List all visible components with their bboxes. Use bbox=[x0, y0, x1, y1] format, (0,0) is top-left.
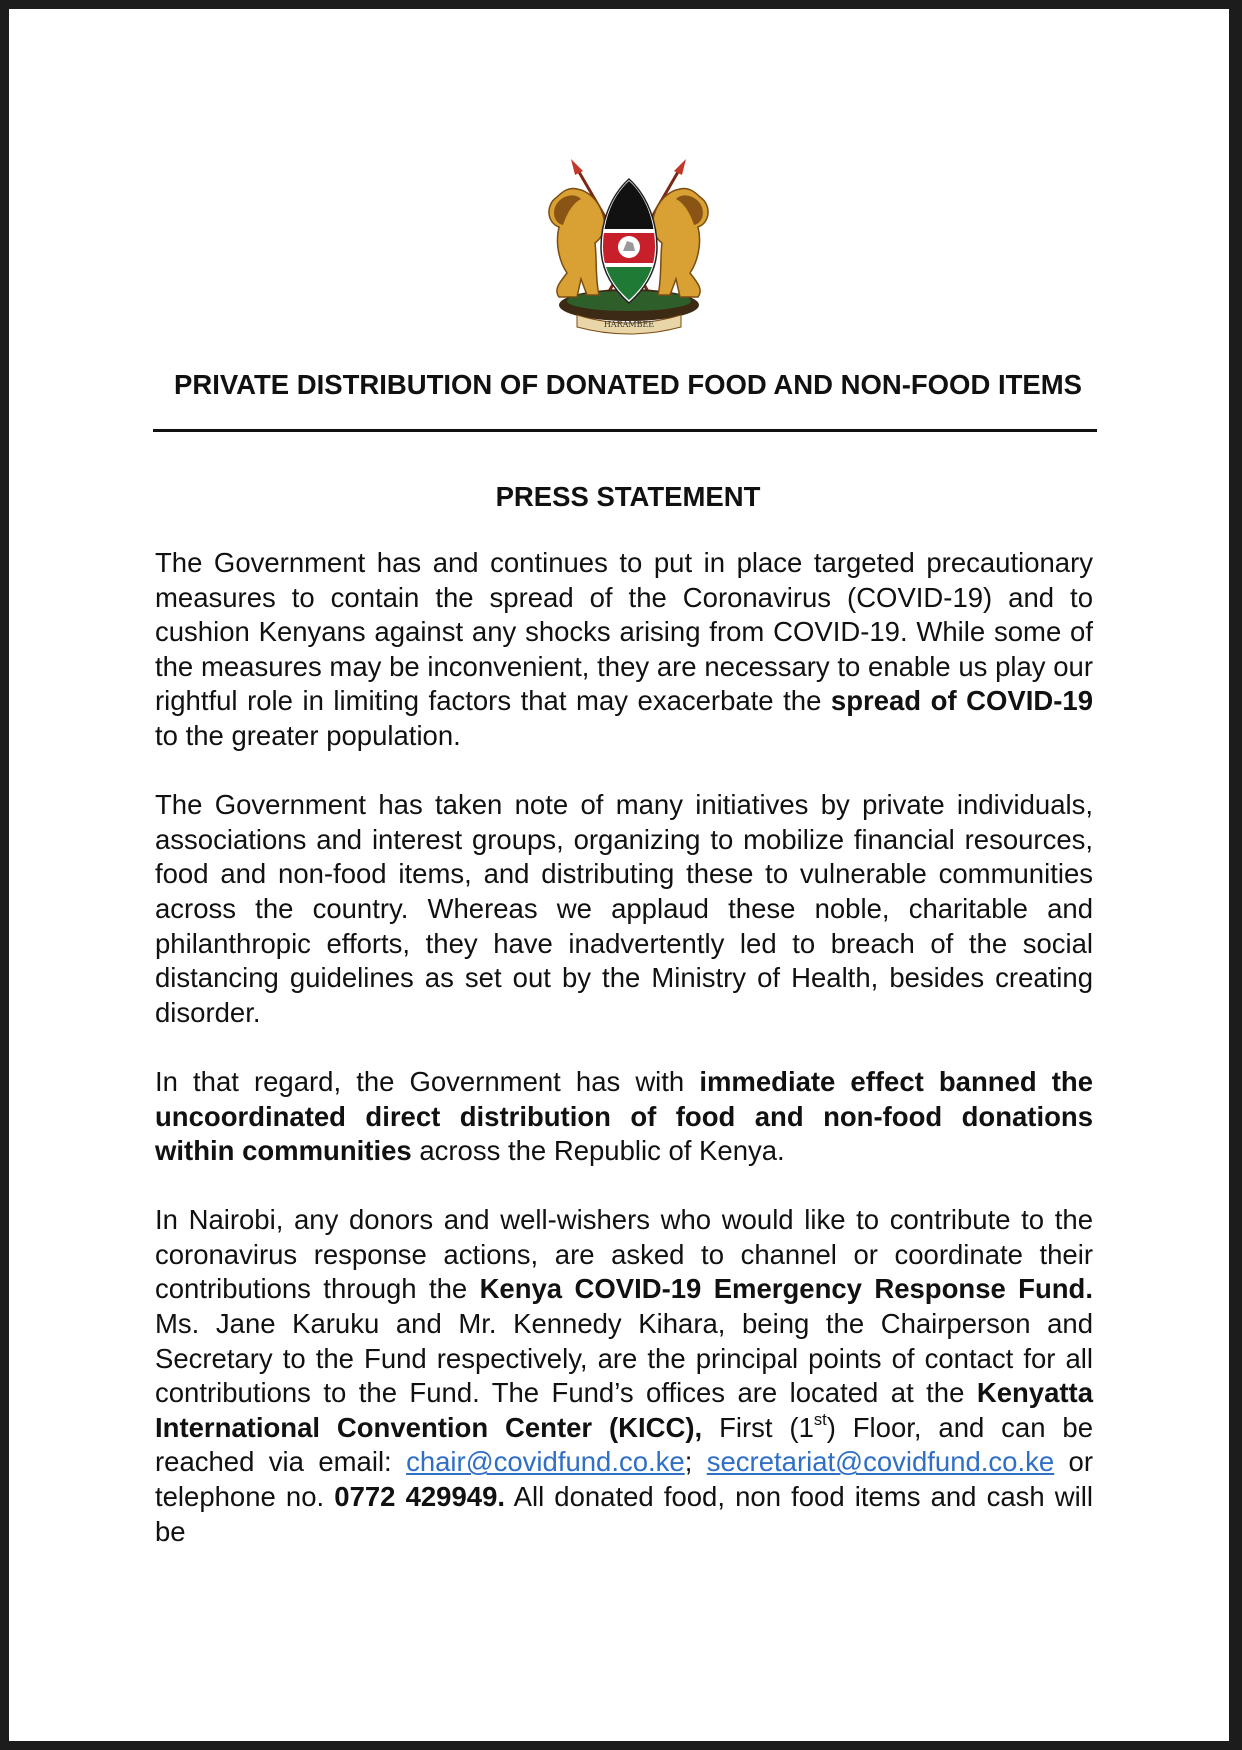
document-title: PRIVATE DISTRIBUTION OF DONATED FOOD AND NON-FOOD ITEMS bbox=[174, 369, 1082, 400]
paragraph-2: The Government has taken note of many initiatives by private individuals, associations and interest groups, organizing to mobilize financial resources, food and non-food items, and distributing these to vulnerable communities across the country. Whereas we applaud these noble, charitable and philanthropic efforts, they have inadvertently led to breach of the social distancing guidelines as set out by the Ministry of Health, besides creating disorder. bbox=[155, 789, 1093, 1028]
paragraph-1: The Government has and continues to put in place targeted precautionary measures to contain the spread of the Coronavirus (COVID-19) and to cushion Kenyans against any shocks arising from COVID-19. While some of the measures may be inconvenient, they are necessary to enable us play our rightful role in limiting factors that may exacerbate the spread of COVID-19 to the greater population. bbox=[155, 547, 1093, 751]
email-chair-link[interactable]: chair@covidfund.co.ke bbox=[406, 1446, 685, 1478]
email-secretariat-link[interactable]: secretariat@covidfund.co.ke bbox=[706, 1446, 1055, 1478]
crest-motto: HARAMBEE bbox=[603, 320, 655, 329]
paragraph-4: In Nairobi, any donors and well-wishers who would like to contribute to the coronavirus response actions, are asked to channel or coordinate their contributions through the Kenya COVID-19 Emergency Response Fund. Ms. Jane Karuku and Mr. Kennedy Kihara, being the Chairperson and Secretary to the Fund respectively, are the principal points of contact for all contributions to the Fund. The Fund’s offices are located at the Kenyatta International Convention Center (KICC), First (1st) Floor, and can be reached via email: chair@covidfund.co.ke; secretariat@covidfund.co.ke or telephone no. 0772 429949. All donated food, non food items and cash will be bbox=[155, 1204, 1094, 1547]
phone-number: 0772 429949. bbox=[334, 1481, 506, 1513]
title-divider bbox=[153, 429, 1097, 432]
document-subtitle: PRESS STATEMENT bbox=[495, 481, 761, 512]
document-body bbox=[155, 546, 1093, 1549]
document-page bbox=[9, 9, 1229, 1741]
kenya-coat-of-arms-icon bbox=[537, 157, 720, 335]
paragraph-3: In that regard, the Government has with immediate effect banned the uncoordinated direct distribution of food and non-food donations within communities across the Republic of Kenya. bbox=[155, 1065, 1093, 1167]
